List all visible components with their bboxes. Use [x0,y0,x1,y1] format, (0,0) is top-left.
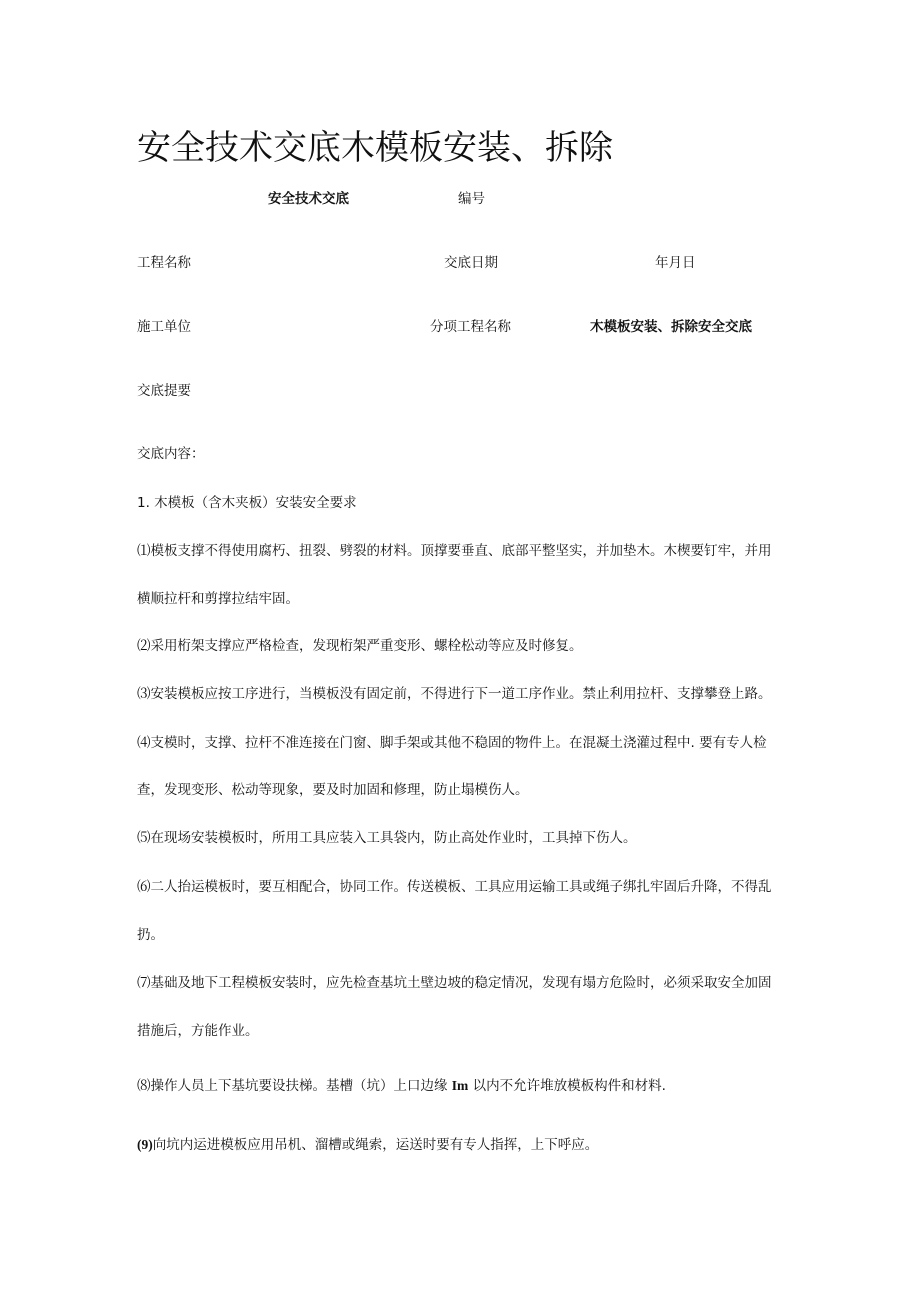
item-7-line-2: 措施后，方能作业。 [137,1023,259,1039]
number-label: 编号 [458,191,485,207]
sub-project-value: 木模板安装、拆除安全交底 [590,319,752,335]
doc-type-label: 安全技术交底 [268,191,349,207]
sub-project-label: 分项工程名称 [430,319,511,335]
date-label: 交底日期 [444,255,498,271]
section-1-heading: 1. 木模板（含木夹板）安装安全要求 [137,495,357,511]
item-8-text-b: 以内不允许堆放模板构件和材料. [472,1078,666,1094]
item-8-text-a: ⑻操作人员上下基坑要设扶梯。基槽（坑）上口边缘 [137,1078,448,1094]
item-9-text: 向坑内运进模板应用吊机、溜槽或绳索，运送时要有专人指挥，上下呼应。 [152,1137,599,1153]
item-9 [137,1136,598,1154]
item-5: ⑸在现场安装模板时，所用工具应装入工具袋内，防止高处作业时，工具掉下伤人。 [137,830,637,846]
item-2: ⑵采用桁架支撑应严格检查，发现桁架严重变形、螺栓松动等应及时修复。 [137,638,583,654]
content-label: 交底内容： [137,446,205,462]
item-4-line-1: ⑷支模时，支撑、拉杆不准连接在门窗、脚手架或其他不稳固的物件上。在混凝土浇灌过程中. 要有专人检 [137,735,767,751]
item-6-line-2: 扔。 [137,927,164,943]
unit-label: 施工单位 [137,319,191,335]
item-4-line-2: 查，发现变形、松动等现象，要及时加固和修理，防止塌模伤人。 [137,782,529,798]
date-value: 年月日 [655,255,696,271]
item-6-line-1: ⑹二人抬运模板时，要互相配合，协同工作。传送模板、工具应用运输工具或绳子绑扎牢固后升降，不得乱 [137,879,772,895]
document-title: 安全技术交底木模板安装、拆除 [137,128,613,168]
item-7-line-1: ⑺基础及地下工程模板安装时，应先检查基坑土壁边坡的稳定情况，发现有塌方危险时，必须采取安全加固 [137,975,772,991]
item-1-line-1: ⑴模板支撑不得使用腐朽、扭裂、劈裂的材料。顶撑要垂直、底部平整坚实，并加垫木。木楔要钉牢，并用 [137,543,772,559]
item-3: ⑶安装模板应按工序进行，当模板没有固定前，不得进行下一道工序作业。禁止利用拉杆、支撑攀登上路。 [137,686,772,702]
item-8-distance: Im [451,1078,469,1093]
item-1-line-2: 横顺拉杆和剪撑拉结牢固。 [137,591,299,607]
item-9-number: (9) [137,1137,153,1152]
item-8 [137,1077,666,1095]
summary-label: 交底提要 [137,383,191,399]
project-name-label: 工程名称 [137,255,191,271]
